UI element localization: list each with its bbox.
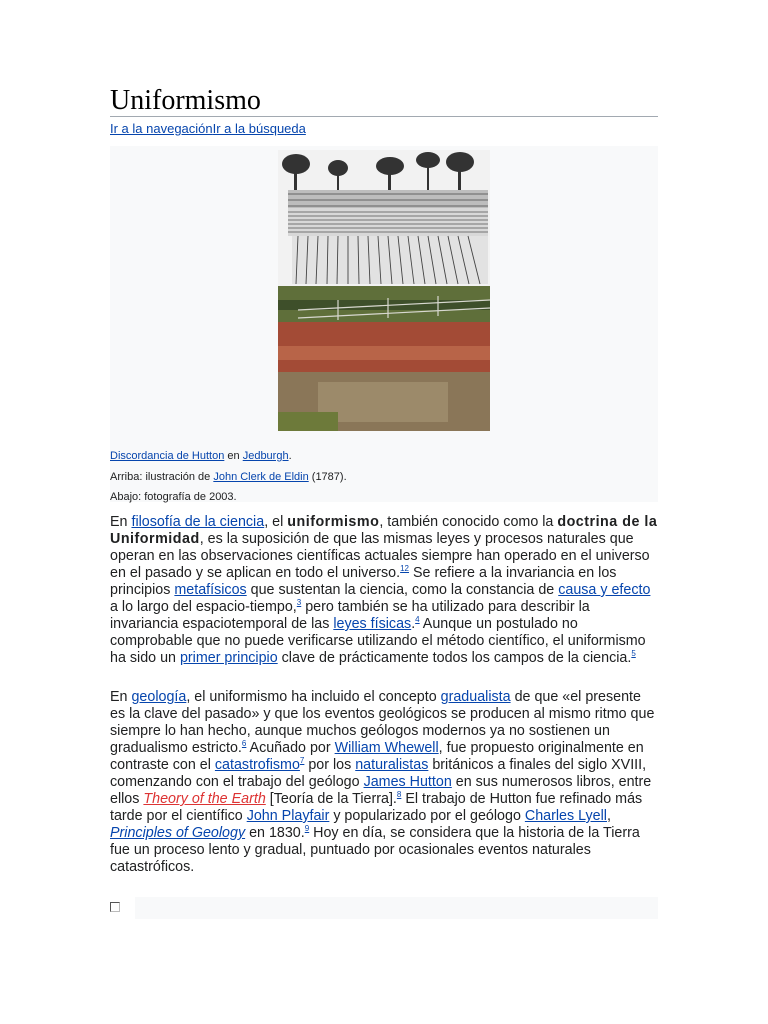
link-playfair[interactable]: John Playfair	[246, 808, 330, 824]
ref-12[interactable]: 12	[400, 564, 410, 574]
ref-9[interactable]: 9	[304, 824, 310, 834]
link-filosofia[interactable]: filosofía de la ciencia	[131, 514, 265, 530]
ref-5[interactable]: 5	[631, 649, 636, 659]
link-whewell[interactable]: William Whewell	[334, 740, 439, 756]
ref-3[interactable]: 3	[296, 598, 302, 608]
link-leyes-fisicas[interactable]: leyes físicas	[333, 616, 412, 632]
link-geologia[interactable]: geología	[131, 689, 187, 705]
link-theory-of-the-earth[interactable]: Theory of the Earth	[143, 791, 266, 807]
link-catastrofismo[interactable]: catastrofismo	[214, 757, 300, 773]
link-lyell[interactable]: Charles Lyell	[524, 808, 607, 824]
collapsed-box	[135, 897, 658, 919]
link-principles-of-geology[interactable]: Principles of Geology	[110, 825, 246, 841]
caption-line-1	[110, 449, 292, 463]
link-naturalistas[interactable]: naturalistas	[355, 757, 429, 773]
hutton-unconformity-image[interactable]	[278, 150, 490, 431]
caption-link-jedburgh[interactable]: Jedburgh	[242, 450, 289, 462]
caption-link-discordancia[interactable]: Discordancia de Hutton	[110, 450, 225, 462]
title-divider	[110, 116, 658, 117]
link-primer-principio[interactable]: primer principio	[179, 650, 278, 666]
caption-text: .	[288, 450, 292, 462]
link-gradualista[interactable]: gradualista	[440, 689, 511, 705]
page-title: Uniformismo	[110, 85, 261, 116]
figure-image-svg	[278, 150, 490, 431]
caption-text: (1787).	[308, 471, 347, 483]
nav-jump-link[interactable]: Ir a la navegación	[110, 121, 213, 136]
link-metafisicos[interactable]: metafísicos	[174, 582, 247, 598]
caption-line-2	[110, 470, 347, 484]
ref-7[interactable]: 7	[299, 756, 305, 766]
broken-image-icon	[110, 902, 120, 912]
link-hutton[interactable]: James Hutton	[363, 774, 452, 790]
jump-links	[110, 121, 306, 137]
caption-line-3: Abajo: fotografía de 2003.	[110, 491, 237, 503]
paragraph-2: En geología, el uniformismo ha incluido el concepto gradualista de que «el presente es la clave del pasado» y que los eventos geológicos se producen al mismo ritmo que siempre lo han hecho, aunque muchos geólogos modernos ya no sostienen un gradualismo estricto.$^6$ Acuñado por William Whewell, fue propuesto originalmente en contraste con el catastrofismo$^7$ por los naturalistas británicos a finales del siglo XVIII, comenzando con el trabajo del geólogo James Hutton en sus numerosos libros, entre ellos Theory of the Earth [Teoría de la Tierra].$^8$ El trabajo de Hutton fue refinado más tarde por el científico John Playfair y popularizado por el geólogo Charles Lyell, Principles of Geology en 1830.$^9$ Hoy en día, se considera que la historia de la Tierra fue un proceso lento y gradual, puntuado por ocasionales eventos naturales catastróficos.	[110, 689, 655, 875]
link-causa-efecto[interactable]: causa y efecto	[558, 582, 651, 598]
caption-text: en	[224, 450, 243, 462]
search-jump-link[interactable]: Ir a la búsqueda	[212, 121, 306, 136]
ref-4[interactable]: 4	[415, 615, 420, 625]
caption-link-clerk[interactable]: John Clerk de Eldin	[213, 471, 309, 483]
caption-text: Arriba: ilustración de	[110, 471, 214, 483]
thumbnail-figure	[110, 146, 658, 502]
ref-8[interactable]: 8	[396, 790, 402, 800]
paragraph-1: En filosofía de la ciencia, el uniformismo, también conocido como la doctrina de la Uniformidad, es la suposición de que las mismas leyes y procesos naturales que operan en las observaciones científicas actuales siempre han operado en el universo en el pasado y se aplican en todo el universo.$^{12}$ Se refiere a la invariancia en los principios metafísicos que sustentan la ciencia, como la constancia de causa y efecto a lo largo del espacio-tiempo,$^3$ pero también se ha utilizado para describir la invariancia espaciotemporal de las leyes físicas.$^4$ Aunque un postulado no comprobable que no puede verificarse utilizando el método científico, el uniformismo ha sido un primer principio clave de prácticamente todos los campos de la ciencia.$^5$	[110, 514, 658, 666]
ref-6[interactable]: 6	[241, 739, 247, 749]
